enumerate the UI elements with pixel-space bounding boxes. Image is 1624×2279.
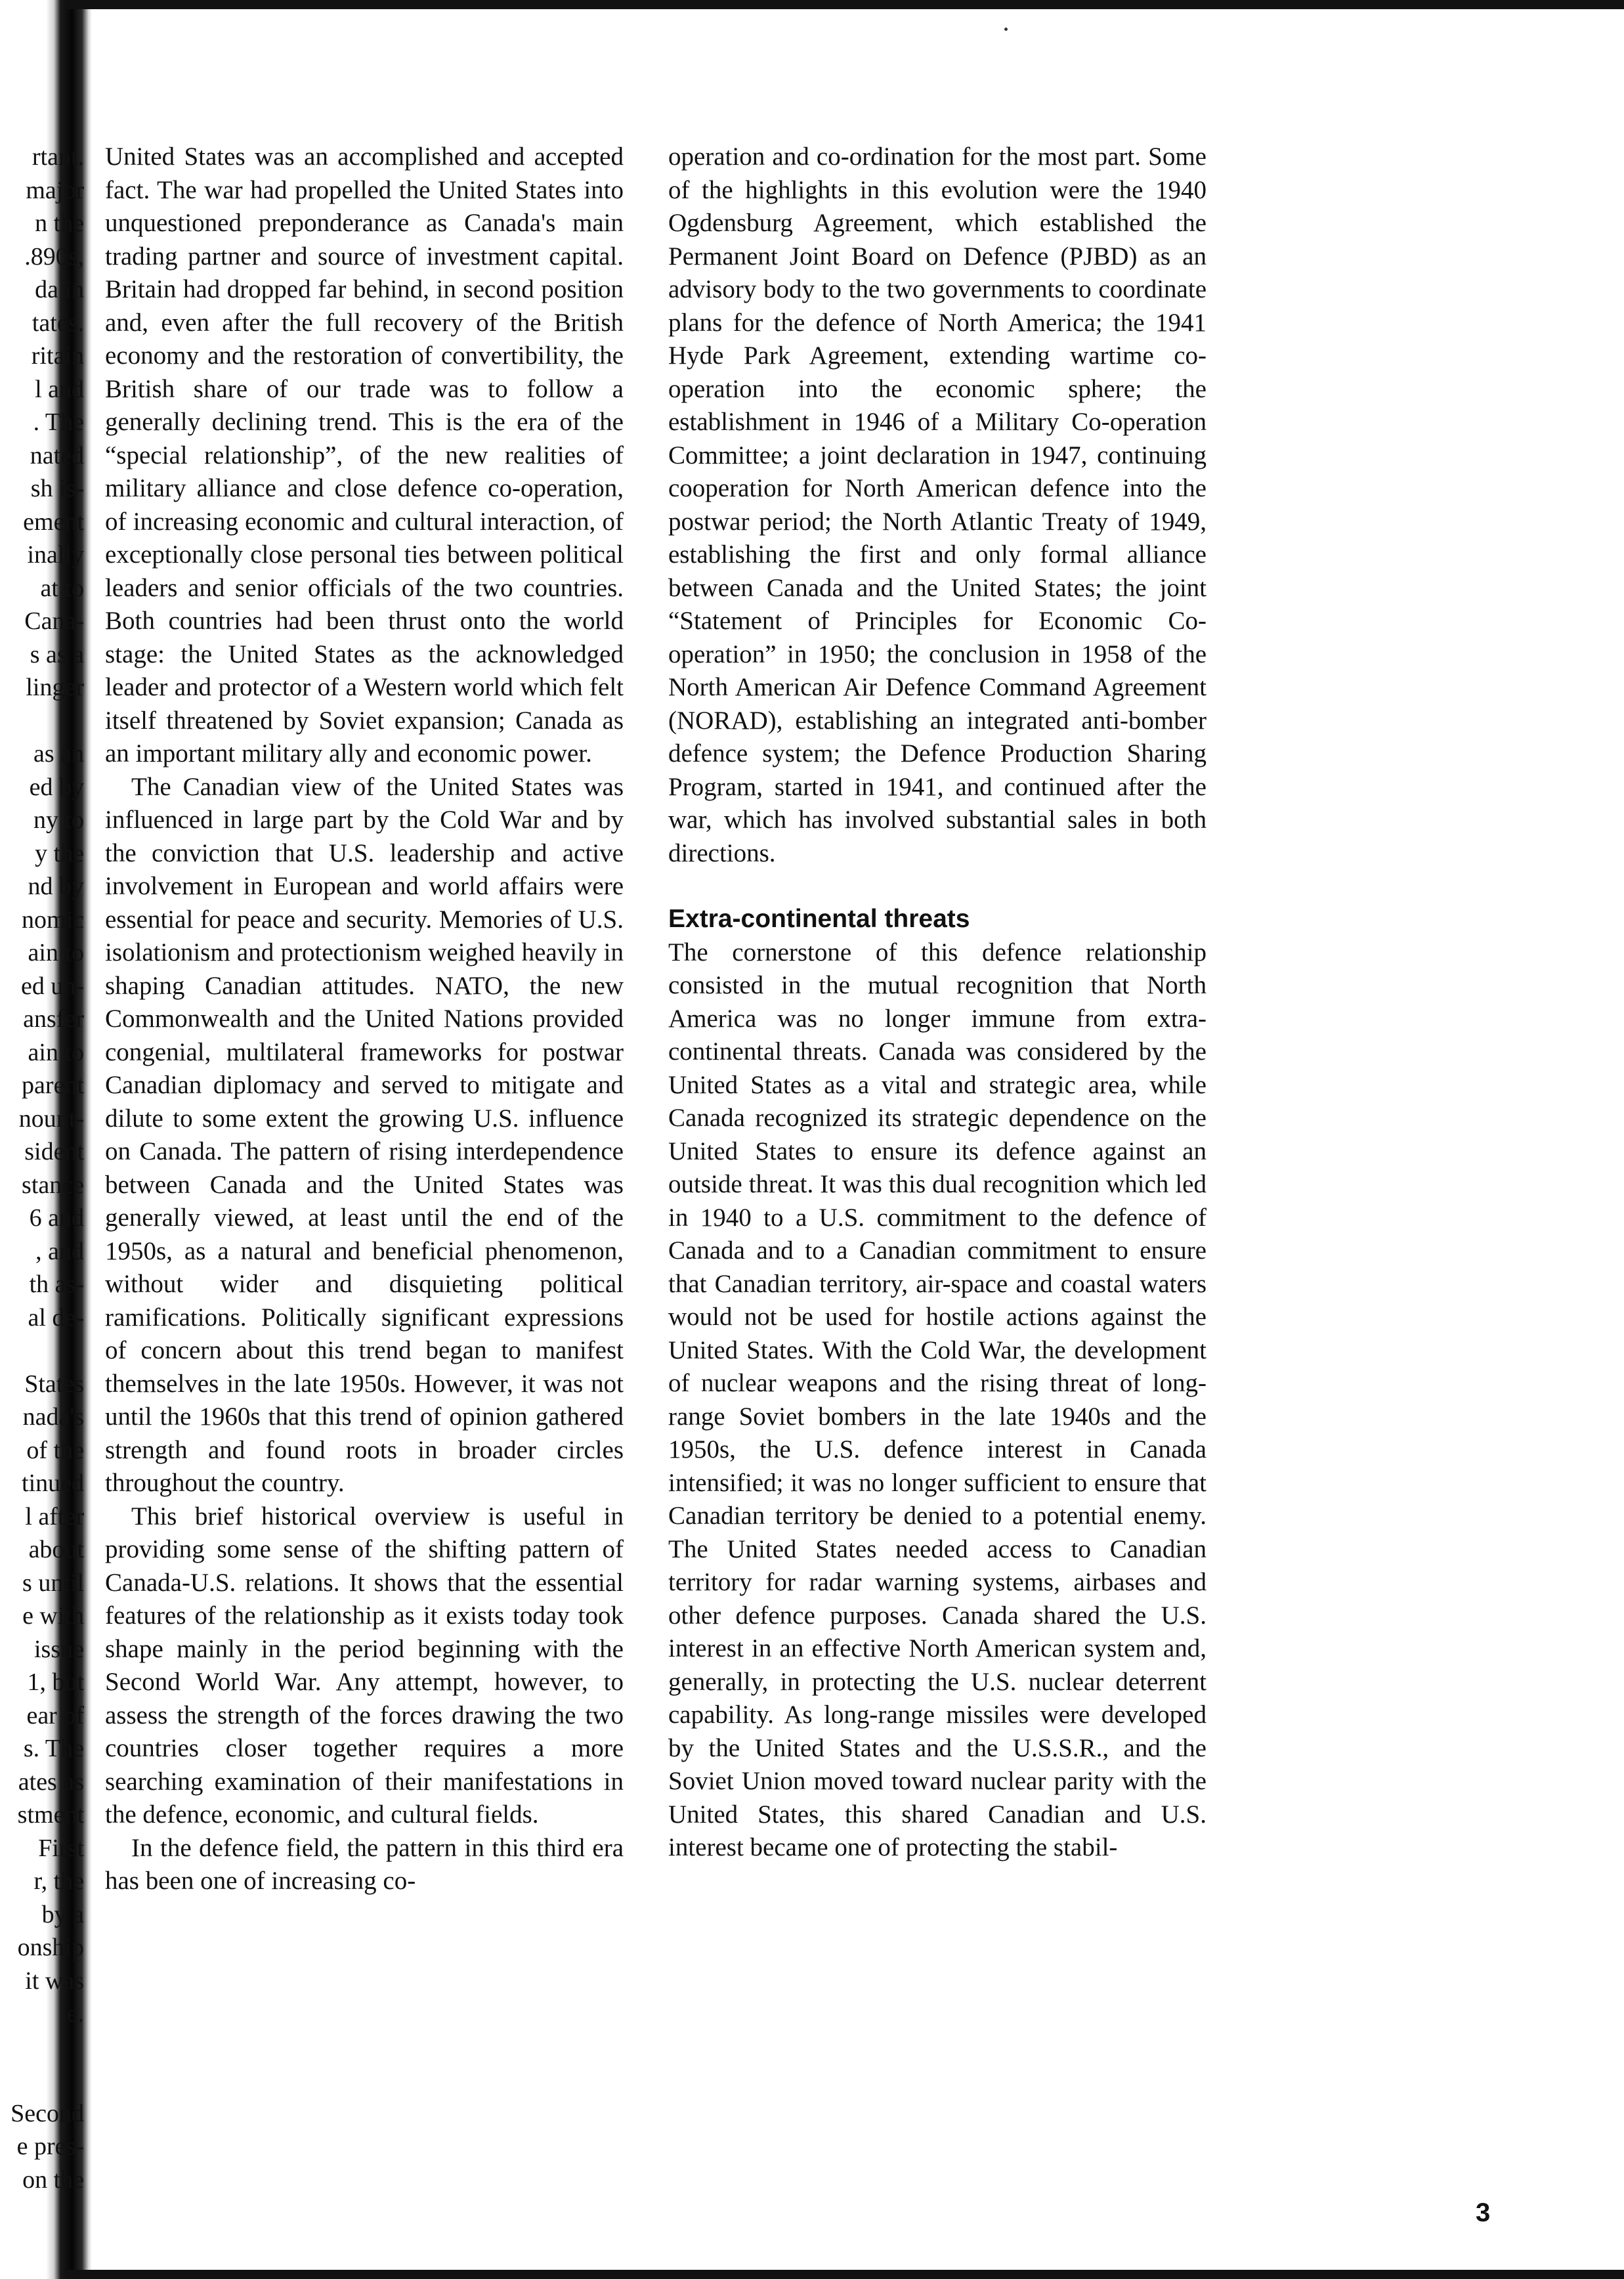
fragment-line <box>0 2064 84 2097</box>
fragment-line: onship <box>17 1934 84 1961</box>
fragment-line: e pres- <box>16 2133 84 2160</box>
fragment-line: sh is- <box>30 475 84 502</box>
fragment-line: linger <box>26 674 84 701</box>
fragment-line: as an <box>33 740 84 768</box>
fragment-line: nated <box>30 441 84 469</box>
text-column-1 <box>105 141 624 1898</box>
fragment-line: of the <box>26 1436 84 1464</box>
fragment-line: al de- <box>28 1303 84 1332</box>
fragment-line: nount- <box>18 1104 84 1133</box>
fragment-line: s. The <box>23 1735 84 1762</box>
fragment-line: inally <box>27 541 84 569</box>
fragment-line: about <box>28 1536 84 1563</box>
fragment-line: tates. <box>32 309 84 337</box>
page-number: 3 <box>1476 2198 1491 2227</box>
scan-speck <box>1004 28 1008 31</box>
fragment-line: by a <box>41 1900 84 1928</box>
fragment-line: First <box>38 1834 84 1862</box>
fragment-line: 6 and <box>29 1204 84 1232</box>
fragment-line: r, the <box>33 1867 84 1895</box>
fragment-line: y the <box>35 839 84 867</box>
paragraph: United States was an accomplished and accepted fact. The war had propelled the United States into unquestioned preponderance as Canada's main trading partner and source of investment capital. Britain had dropped far behind, in second position and, even after the full recovery of the British economy and the restoration of convertibility, the British share of our trade was to follow a generally declining trend. This is the era of the “special relationship”, of the new realities of military alliance and close defence co-operation, of increasing economic and cultural interaction, of exceptionally close personal ties between political leaders and senior officials of the two countries. Both countries had been thrust onto the world stage: the United States as the acknowledged leader and protector of a Western world which felt itself threatened by Soviet expansion; Canada as an important military ally and economic power. <box>105 142 624 768</box>
paragraph: operation and co-ordination for the most part. Some of the highlights in this evolution were the 1940 Ogdensburg Agreement, which established the Permanent Joint Board on Defence (PJBD) as an advisory body to the two governments to coordinate plans for the defence of North America; the 1941 Hyde Park Agreement, extending wartime co-operation into the economic sphere; the establishment in 1946 of a Military Co-operation Committee; a joint declaration in 1947, continuing cooperation for North American defence into the postwar period; the North Atlantic Treaty of 1949, establishing the first and only formal alliance between Canada and the United States; the joint “Statement of Principles for Economic Co-operation” in 1950; the conclusion in 1958 of the North American Air Defence Command Agreement (NORAD), establishing an integrated anti-bomber defence system; the Defence Production Sharing Program, started in 1941, and continued after the war, which has involved substantial sales in both directions. <box>668 142 1207 867</box>
fragment-line: l after <box>25 1502 84 1530</box>
fragment-line: parent <box>22 1072 84 1099</box>
fragment-line <box>0 2031 84 2064</box>
paragraph: The cornerstone of this defence relationship consisted in the mutual recognition that North America was no longer immune from extra-continental threats. Canada was considered by the United States as a vital and strategic area, while Canada recognized its strategic dependence on the United States to ensure its defence against an outside threat. It was this dual recognition which led in 1940 to a U.S. commitment to the defence of Canada and to a Canadian commitment to ensure that Canadian territory, air-space and coastal waters would not be used for hostile actions against the United States. With the Cold War, the development of nuclear weapons and the rising threat of long-range Soviet bombers in the late 1940s and the 1950s, the U.S. defence interest in Canada intensified; it was no longer sufficient to ensure that Canadian territory be denied to a potential enemy. The United States needed access to Canadian territory for radar warning systems, airbases and other defence purposes. Canada shared the U.S. interest in an effective North American system and, generally, in protecting the U.S. nuclear deterrent capability. As long-range missiles were developed by the United States and the U.S.S.R., and the Soviet Union moved toward nuclear parity with the United States, this shared Canadian and U.S. interest became one of protecting the stabil- <box>668 938 1207 1861</box>
fragment-line: l and <box>35 375 84 403</box>
top-scan-edge <box>66 0 1624 9</box>
fragment-line: at to <box>40 574 84 602</box>
fragment-line: .890s, <box>24 242 84 271</box>
fragment-line: , and <box>35 1237 84 1265</box>
fragment-line: e with <box>22 1602 84 1630</box>
fragment-line: issue <box>34 1635 84 1663</box>
paragraph: The Canadian view of the United States was influenced in large part by the Cold War and by the conviction that U.S. leadership and active involvement in European and world affairs were essential for peace and security. Memories of U.S. isolationism and protectionism weighed heavily in shaping Canadian attitudes. NATO, the new Commonwealth and the United Nations provided congenial, multilateral frameworks for postwar Canadian diplomacy and served to mitigate and dilute to some extent the growing U.S. influence on Canada. The pattern of rising interdependence between Canada and the United States was generally viewed, at least until the end of the 1950s, as a natural and beneficial phenomenon, without wider and disquieting political ramifications. Politically significant expressions of concern about this trend began to manifest themselves in the late 1950s. However, it was not until the 1960s that this trend of opinion gathered strength and found roots in broader circles throughout the country. <box>105 772 624 1497</box>
fragment-line: major <box>26 176 84 204</box>
fragment-line: nomic <box>22 905 84 934</box>
text-column-2 <box>668 141 1207 1865</box>
fragment-line: ed by <box>29 773 84 801</box>
fragment-line: nd by <box>28 873 84 900</box>
fragment-line: s until <box>22 1569 84 1597</box>
fragment-line: da in <box>35 276 84 303</box>
fragment-line: it was <box>25 1966 84 1995</box>
fragment-line: ritain <box>31 342 84 370</box>
fragment-line: stment <box>17 1801 84 1829</box>
fragment-line: tinued <box>22 1469 84 1497</box>
fragment-line: sident <box>24 1138 84 1165</box>
previous-page-column-fragment <box>0 141 84 2196</box>
fragment-line: ates as <box>18 1768 84 1796</box>
fragment-line: Cana- <box>24 607 84 635</box>
fragment-line: ny to <box>33 806 84 834</box>
fragment-line: 1, but <box>27 1668 84 1696</box>
fragment-line <box>0 1334 84 1368</box>
fragment-line: e. <box>66 2000 84 2028</box>
fragment-line: th as- <box>29 1270 84 1298</box>
fragment-line <box>0 705 84 738</box>
fragment-line: ement <box>23 508 84 536</box>
bottom-scan-edge <box>66 2270 1624 2279</box>
fragment-line: s as a <box>30 640 84 668</box>
paragraph: In the defence field, the pattern in this third era has been one of increasing co- <box>105 1833 624 1895</box>
fragment-line: ain to <box>28 1038 84 1066</box>
section-heading: Extra-continental threats <box>668 905 970 933</box>
fragment-line: . The <box>33 408 84 436</box>
fragment-line: nada's <box>22 1403 84 1431</box>
fragment-line: ed un- <box>20 972 84 1000</box>
fragment-line: on the <box>22 2165 84 2194</box>
fragment-line: ain to <box>28 939 84 966</box>
fragment-line: rtant. <box>32 143 84 171</box>
fragment-line: ear of <box>26 1701 84 1729</box>
fragment-line: stance <box>22 1171 84 1199</box>
fragment-line: States <box>24 1370 84 1398</box>
fragment-line: n the <box>35 209 84 237</box>
fragment-line: Second <box>11 2099 84 2127</box>
fragment-line: ansfer <box>23 1005 84 1033</box>
paragraph: This brief historical overview is useful in providing some sense of the shifting pattern of Canada-U.S. relations. It shows that the essential features of the relationship as it exists today took shape mainly in the period beginning with the Second World War. Any attempt, however, to assess the strength of the forces drawing the two countries closer together requires a more searching examination of their manifestations in the defence, economic, and cultural fields. <box>105 1502 624 1829</box>
